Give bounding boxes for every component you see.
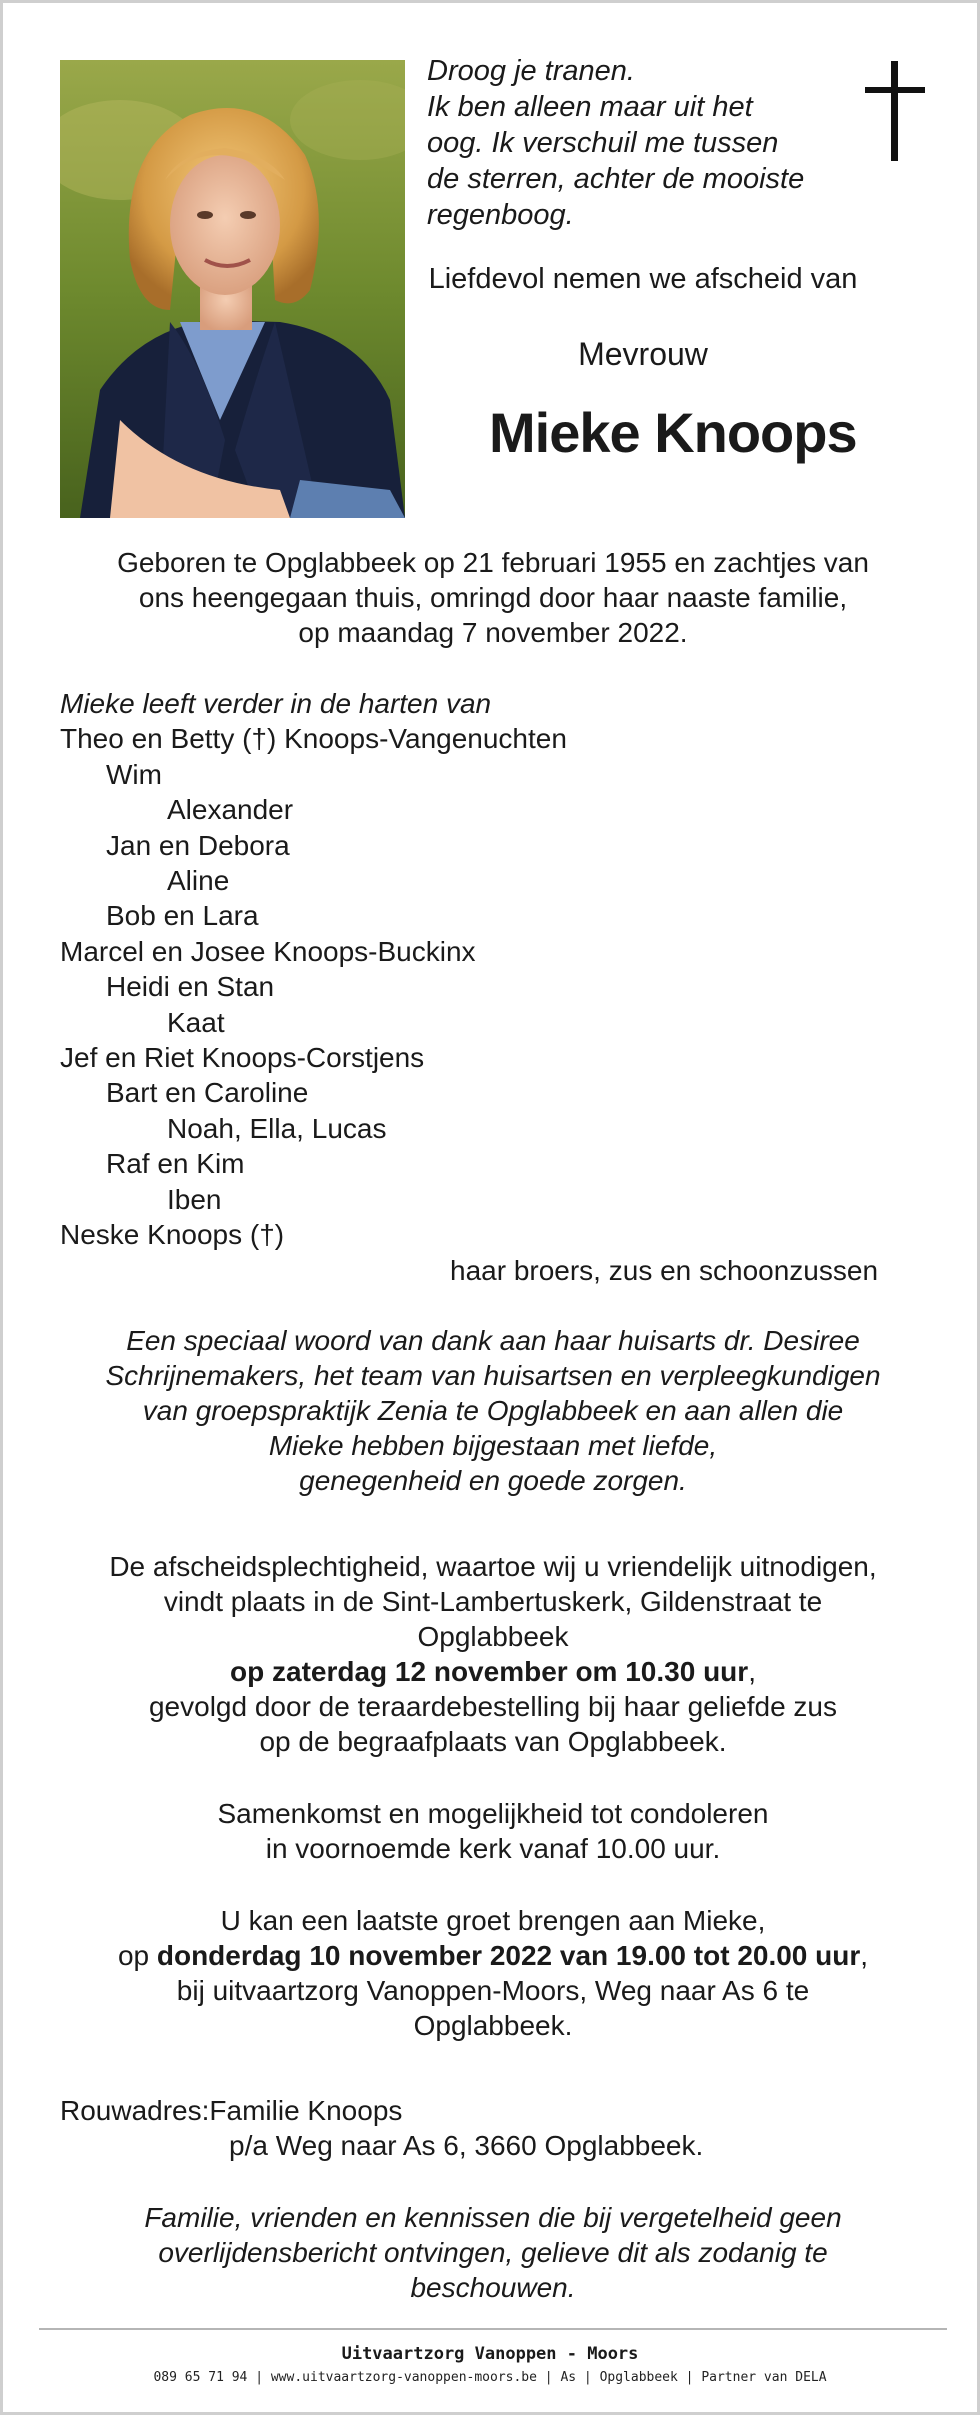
visitation-date-line: op donderdag 10 november 2022 van 19.00 tot 20.00 uur, (117, 1940, 869, 1971)
funeral-home-contact: 089 65 71 94 | www.uitvaartzorg-vanoppen-moors.be | As | Opglabbeek | Partner van DELA (153, 2370, 827, 2385)
family-list (60, 686, 940, 1253)
text-line: in voornoemde kerk vanaf 10.00 uur. (265, 1833, 721, 1864)
visitation-text (43, 1903, 943, 2043)
family-member: Neske Knoops (†) (60, 1219, 285, 1251)
family-member: Iben (167, 1183, 222, 1215)
thanks-text (43, 1323, 943, 1498)
family-member: Bob en Lara (106, 900, 259, 932)
funeral-home-name: Uitvaartzorg Vanoppen - Moors (341, 2344, 639, 2364)
poem-line: Droog je tranen. (427, 55, 635, 87)
text-line: op maandag 7 november 2022. (298, 617, 688, 648)
text-line: Opglabbeek. (413, 2010, 573, 2041)
salutation: Mevrouw (578, 336, 708, 372)
ceremony-text (43, 1549, 943, 1759)
text-line: vindt plaats in de Sint-Lambertuskerk, Gildenstraat te (163, 1586, 823, 1617)
family-member: Noah, Ella, Lucas (167, 1112, 387, 1144)
cross-icon (865, 61, 925, 161)
family-heading: Mieke leeft verder in de harten van (60, 688, 492, 719)
closing-text (43, 2200, 943, 2305)
ceremony-date-line: op zaterdag 12 november om 10.30 uur, (230, 1656, 756, 1687)
text-line: bij uitvaartzorg Vanoppen-Moors, Weg naar As 6 te (176, 1975, 810, 2006)
condolence-text (43, 1796, 943, 1866)
family-member: Aline (167, 865, 230, 897)
poem (427, 53, 867, 233)
family-member: Alexander (167, 794, 294, 826)
text-line: beschouwen. (410, 2272, 576, 2303)
poem-line: oog. Ik verschuil me tussen (427, 127, 779, 159)
text-line: gevolgd door de teraardebestelling bij haar geliefde zus (148, 1691, 838, 1722)
text-line: U kan een laatste groet brengen aan Mieke, (220, 1905, 766, 1936)
text-line: Familie, vrienden en kennissen die bij vergetelheid geen (144, 2202, 842, 2233)
deceased-name: Mieke Knoops (489, 401, 857, 464)
visitation-date: donderdag 10 november 2022 van 19.00 tot 20.00 uur (156, 1940, 861, 1971)
intro-text: Liefdevol nemen we afscheid van (428, 263, 858, 295)
text-line: Schrijnemakers, het team van huisartsen en verpleegkundigen (105, 1360, 881, 1391)
text-line: Opglabbeek (417, 1621, 569, 1652)
poem-line: Ik ben alleen maar uit het (427, 91, 753, 123)
text-line: van groepspraktijk Zenia te Opglabbeek en aan allen die (142, 1395, 844, 1426)
poem-line: de sterren, achter de mooiste (427, 163, 805, 195)
birth-and-death-text (43, 545, 943, 650)
family-member: Heidi en Stan (106, 971, 275, 1003)
ceremony-date: op zaterdag 12 november om 10.30 uur (230, 1656, 749, 1687)
text-line: Geboren te Opglabbeek op 21 februari 1955 en zachtjes van (117, 547, 869, 578)
poem-line: regenboog. (427, 199, 574, 231)
address-line: p/a Weg naar As 6, 3660 Opglabbeek. (229, 2130, 704, 2161)
text-line: Een speciaal woord van dank aan haar huisarts dr. Desiree (126, 1325, 860, 1356)
mourning-address (60, 2093, 940, 2163)
text-line: Samenkomst en mogelijkheid tot condoleren (217, 1798, 769, 1829)
footer-divider (39, 2328, 947, 2330)
family-member: Jan en Debora (106, 829, 290, 861)
text-line: ons heengegaan thuis, omringd door haar naaste familie, (138, 582, 848, 613)
family-member: Bart en Caroline (106, 1077, 309, 1109)
family-member: Marcel en Josee Knoops-Buckinx (60, 935, 476, 967)
family-member: Raf en Kim (106, 1148, 245, 1180)
address-line: Rouwadres:Familie Knoops (60, 2095, 403, 2126)
text-line: overlijdensbericht ontvingen, gelieve dit als zodanig te (158, 2237, 828, 2268)
portrait-photo (60, 60, 405, 518)
text-line: De afscheidsplechtigheid, waartoe wij u vriendelijk uitnodigen, (109, 1551, 877, 1582)
family-relation: haar broers, zus en schoonzussen (450, 1255, 879, 1286)
text-line: Mieke hebben bijgestaan met liefde, (268, 1430, 718, 1461)
family-member: Wim (106, 758, 162, 790)
text-line: genegenheid en goede zorgen. (299, 1465, 687, 1496)
text-line: op de begraafplaats van Opglabbeek. (259, 1726, 727, 1757)
family-member: Theo en Betty (†) Knoops-Vangenuchten (60, 723, 567, 755)
family-member: Jef en Riet Knoops-Corstjens (60, 1042, 425, 1074)
family-member: Kaat (167, 1006, 225, 1038)
